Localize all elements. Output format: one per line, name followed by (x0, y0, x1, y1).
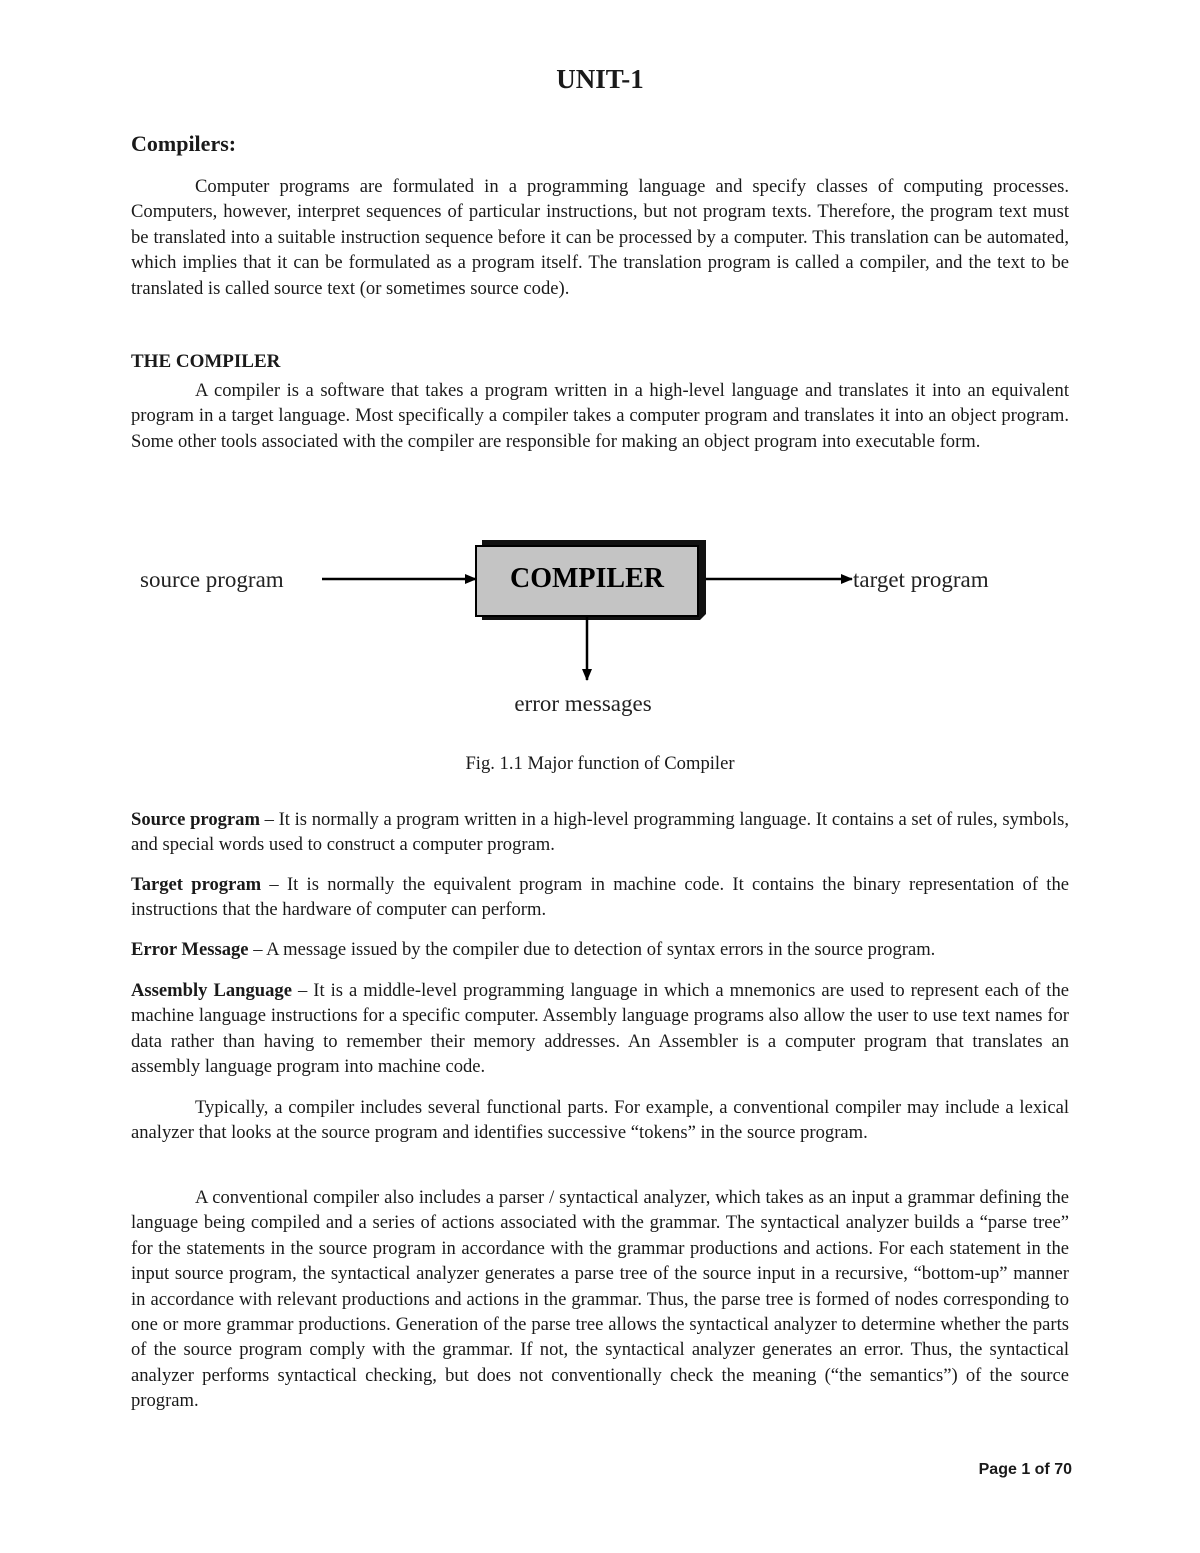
target-program-label: target program (853, 567, 989, 592)
parser-paragraph: A conventional compiler also includes a parser / syntactical analyzer, which takes as an input a grammar defining the language being compiled and a series of actions associated with the grammar. The syntactical analyzer builds a “parse tree” for the statements in the source program in accordance with the grammar productions and actions. For each statement in the input source program, the syntactical analyzer generates a parse tree of the source input in a recursive, “bottom-up” manner in accordance with relevant productions and actions in the grammar. Thus, the parse tree is formed of nodes corresponding to one or more grammar productions. Generation of the parse tree allows the syntactical analyzer to determine whether the parts of the source program comply with the grammar. If not, the syntactical analyzer generates an error. Thus, the syntactical analyzer performs syntactical checking, but does not conventionally check the meaning (“the semantics”) of the source program. (131, 1187, 1069, 1412)
definition-target-text: – It is normally the equivalent program in machine code. It contains the binary representation of the instructions that the hardware of computer can perform. (131, 874, 1069, 921)
the-compiler-paragraph: A compiler is a software that takes a program written in a high-level language and translates it into an equivalent program in a target language. Most specifically a compiler takes a computer program and translates it into an object program. Some other tools associated with the compiler are responsible for making an object program into executable form. (131, 380, 1069, 452)
compilers-paragraph: Computer programs are formulated in a programming language and specify classes of computing processes. Computers, however, interpret sequences of particular instructions, but not program texts. Therefore, the program text must be translated into a suitable instruction sequence before it can be processed by a computer. This translation can be automated, which implies that it can be formulated as a program itself. The translation program is called a compiler, and the text to be translated is called source text (or sometimes source code). (131, 176, 1069, 299)
page-number: Page 1 of 70 (978, 1461, 1072, 1478)
definition-assembly-language (131, 978, 1069, 1080)
compiler-diagram (0, 520, 1200, 730)
the-compiler-heading: THE COMPILER (131, 351, 281, 372)
definition-source-text: – It is normally a program written in a high-level programming language. It contains a set of rules, symbols, and special words used to construct a computer program. (131, 809, 1069, 856)
compiler-box-label: COMPILER (510, 563, 664, 594)
term-assembly-language: Assembly Language (131, 980, 292, 1001)
definition-error-message (131, 937, 1069, 962)
source-program-label: source program (140, 567, 284, 592)
term-target-program: Target program (131, 874, 262, 895)
definition-target-program (131, 872, 1069, 923)
typically-paragraph: Typically, a compiler includes several functional parts. For example, a conventional compiler may include a lexical analyzer that looks at the source program and identifies successive “tokens” in the source program. (131, 1097, 1069, 1144)
definition-assembly-text: – It is a middle-level programming language in which a mnemonics are used to represent each of the machine language instructions for a specific computer. Assembly language programs also allow the user to use text names for data rather than having to remember their memory addresses. An Assembler is a computer program that translates an assembly language program into machine code. (131, 980, 1069, 1078)
figure-caption: Fig. 1.1 Major function of Compiler (465, 753, 735, 774)
term-source-program: Source program (131, 809, 260, 830)
error-messages-label: error messages (514, 691, 652, 716)
compilers-heading: Compilers: (131, 131, 237, 156)
term-error-message: Error Message (131, 939, 249, 960)
definition-source-program (131, 807, 1069, 858)
unit-title: UNIT-1 (556, 64, 644, 94)
definition-error-text: – A message issued by the compiler due to detection of syntax errors in the source program. (248, 939, 936, 960)
